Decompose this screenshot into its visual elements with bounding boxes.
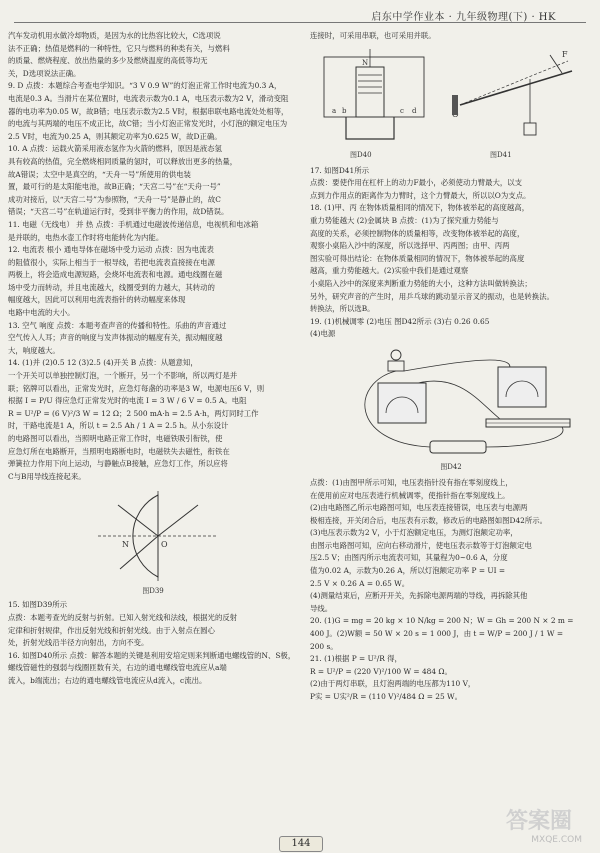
text-line: 200 s。 bbox=[310, 641, 338, 651]
text-line: 由图示电路图可知，应向右移动滑片，使电压表示数等于灯泡额定电 bbox=[310, 540, 532, 550]
text-line: R = U²/P = (220 V)²/100 W = 484 Ω。 bbox=[310, 666, 452, 676]
text-line: 具有较高的热值，完全燃烧相同质量的氢时，可以释放出更多的热量， bbox=[8, 156, 238, 166]
text-line: 故A错误；太空中是真空的，“天舟一号”所使用的供电装 bbox=[8, 169, 191, 179]
right-column bbox=[310, 30, 592, 704]
text-line: 应急灯所在电路断开，当照明电路断电时，电磁铁失去磁性，衔铁在 bbox=[8, 446, 230, 456]
text-line: 点拨：本题考查光的反射与折射。已知入射光线和法线，根据光的反射 bbox=[8, 612, 238, 622]
text-line: 点到力作用点的距离作为力臂时，这个力臂最大，所以以O为支点。 bbox=[310, 190, 531, 200]
header-rule bbox=[14, 22, 586, 23]
text-line: 高度的关系，必须控制物体的质量相等，改变物体被举起的高度， bbox=[310, 228, 525, 238]
figure-d40-label-c: c bbox=[400, 106, 404, 115]
figure-d39-drawing bbox=[8, 485, 298, 585]
text-line: 压2.5 V；由图丙所示电流表可知，其量程为0~0.6 A，分度 bbox=[310, 553, 508, 563]
text-line: 2.5 V时，电流为0.25 A，则其额定功率为0.625 W，故D正确。 bbox=[8, 131, 222, 141]
text-line: 观察小桌陷入沙中的深度，所以选择甲、丙两图；由甲、丙两 bbox=[310, 241, 510, 251]
page-number: 144 bbox=[279, 836, 323, 852]
text-line: 在使用前应对电压表进行机械调零，使指针指在零刻度线上。 bbox=[310, 490, 510, 500]
watermark-logo: 答案圈 bbox=[505, 809, 572, 834]
text-line: 重力势能越大 (2)金属块 B 点拨：(1)为了探究重力势能与 bbox=[310, 215, 499, 225]
figure-d39-o-label: O bbox=[161, 540, 168, 550]
text-line: 15. 如图D39所示 bbox=[8, 600, 67, 610]
header-title: 启东中学作业本 · 九年级物理(下) · HK bbox=[371, 12, 556, 23]
text-line: 小桌陷入沙中的深度来判断重力势能的大小，这种方法叫做转换法； bbox=[310, 278, 532, 288]
left-column bbox=[8, 30, 298, 688]
text-line: 21. (1)根据 P = U²/R 得， bbox=[310, 654, 402, 664]
text-line: 400 J。(2)W额 = 50 W × 20 s = 1 000 J，由 t = W/P = 200 J / 1 W = bbox=[310, 629, 564, 639]
text-line: 大，响度越大。 bbox=[8, 345, 60, 355]
figure-d40-label-b: b bbox=[342, 106, 347, 115]
text-line: 关，D选项说法正确。 bbox=[8, 68, 81, 78]
text-line: 极相连接，开关闭合后，电压表有示数，修改后的电路图如图D42所示。 bbox=[310, 515, 548, 525]
text-line: 螺线管磁性的强弱与线圈匝数有关，右边的通电螺线管电流应从a端 bbox=[8, 663, 227, 673]
text-line: P实 = U实²/R = (110 V)²/484 Ω = 25 W。 bbox=[310, 692, 463, 701]
figure-d42-drawing bbox=[310, 343, 592, 461]
text-line: 两极上，将会造成电源短路，会烧坏电流表和电源。通电线圈在磁 bbox=[8, 270, 223, 280]
text-line: 电流是0.3 A。当滑片在某位置时，电流表示数为0.1 A，电压表示数为2 V，滑动变阻 bbox=[8, 93, 289, 103]
text-line: 20. (1)G = mg = 20 kg × 10 N/kg = 200 N；W = Gh = 200 N × 2 m = bbox=[310, 616, 574, 626]
figure-d40-label-a: a bbox=[332, 106, 337, 115]
text-line: 置，最可行的是太阳能电池，故B正确；“天宫二号”在“天舟一号” bbox=[8, 182, 221, 192]
figure-d40-caption: 图D40 bbox=[350, 150, 372, 159]
text-line: 值为0.02 A，示数为0.26 A，所以灯泡额定功率 P = UI = bbox=[310, 566, 506, 576]
text-line: 图实验可得出结论：在物体质量相同的情况下，物体被举起的高度 bbox=[310, 253, 525, 263]
text-line: 一个开关可以单独控制灯泡，一个断开，另一个不影响，所以两灯是并 bbox=[8, 371, 238, 381]
text-line: 转换法，所以选B。 bbox=[310, 304, 375, 314]
text-line: 13. 空气 响度 点拨：本题考查声音的传播和特性。乐曲的声音通过 bbox=[8, 320, 227, 330]
text-line: 定律和折射规律，作出反射光线和折射光线。由于入射点在圆心 bbox=[8, 625, 215, 635]
text-line: 场中受力而转动，并且电流越大，线圈受到的力越大，其转动的 bbox=[8, 282, 215, 292]
text-line: 10. A 点拨：运载火箭采用液态氢作为火箭的燃料，原因是液态氢 bbox=[8, 144, 222, 154]
text-line: 16. 如图D40所示 点拨：解答本题的关键是利用安培定则来判断通电螺线管的N、S极， bbox=[8, 650, 296, 660]
figure-d40-label-d: d bbox=[412, 106, 417, 115]
figure-d42 bbox=[310, 343, 592, 475]
figure-d42-caption: 图D42 bbox=[440, 462, 462, 471]
page-header bbox=[0, 0, 600, 26]
text-line: (4)测量结束后，应断开开关，先拆除电源两端的导线，再拆除其他 bbox=[310, 591, 528, 601]
text-line: 处，折射光线沿半径方向射出，方向不变。 bbox=[8, 638, 149, 648]
text-line: 越高，重力势能越大。(2)实验中我们是通过观察 bbox=[310, 266, 469, 276]
text-line: 成功对接后，以“天宫二号”为参照物，“天舟一号”是静止的，故C bbox=[8, 194, 221, 204]
text-line: 另外，研究声音的产生时，用乒乓球的跳动显示音叉的振动，也是转换法。 bbox=[310, 291, 554, 301]
text-line: 点拨：要使作用在杠杆上的动力F最小，必须使动力臂最大，以支 bbox=[310, 178, 523, 188]
figure-d41-f-label: F bbox=[562, 49, 568, 59]
text-line: 法不正确；热值是燃料的一种特性，它只与燃料的种类有关，与燃料 bbox=[8, 43, 230, 53]
text-line: 9. D 点拨：本题综合考查电学知识。“3 V 0.9 W”的灯泡正常工作时电流为0.3 A， bbox=[8, 81, 282, 91]
text-line: 2.5 V × 0.26 A = 0.65 W。 bbox=[310, 578, 410, 588]
text-line: 连接时，可采用串联，也可采用并联。 bbox=[310, 31, 436, 40]
text-line: 电路中电流的大小。 bbox=[8, 308, 75, 318]
text-line: 14. (1)并 (2)0.5 12 (3)2.5 (4)开关 B 点拨：从题意知， bbox=[8, 358, 198, 368]
figure-d39 bbox=[8, 485, 298, 597]
figure-d40-label-n: N bbox=[362, 58, 369, 67]
figure-d39-n-label: N bbox=[122, 540, 129, 550]
text-line: 导线。 bbox=[310, 603, 333, 613]
text-line: 器的电功率为0.05 W，故B错；电压表示数为2.5 V时，根据串联电路电流处处相等， bbox=[8, 106, 289, 116]
figures-d40-d41 bbox=[310, 45, 592, 163]
text-line: 19. (1)机械调零 (2)电压 图D42所示 (3)右 0.26 0.65 bbox=[310, 316, 490, 326]
text-line: 汽车发动机用水做冷却物质，是因为水的比热容比较大，C选项说 bbox=[8, 31, 221, 40]
text-line: 的电流与其两端的电压不成正比，故C错；当小灯泡正常发光时，小灯泡的额定电压为 bbox=[8, 119, 288, 129]
text-line: 的阻值很小，实际上相当于一根导线，若把电流表直接接在电源 bbox=[8, 257, 215, 267]
text-line: (4)电源 bbox=[310, 329, 336, 339]
figure-d41-caption: 图D41 bbox=[490, 150, 512, 159]
text-line: C与B用导线连接起来。 bbox=[8, 471, 86, 481]
figure-d39-caption: 图D39 bbox=[142, 587, 164, 596]
text-line: 点拨：(1)由图甲所示可知，电压表指针没有指在零刻度线上， bbox=[310, 477, 513, 487]
text-line: 根据 I = P/U 得应急灯正常发光时的电流 I = 3 W / 6 V = 0.5 A。电阻 bbox=[8, 396, 247, 406]
figures-d40-d41-drawing bbox=[310, 45, 592, 149]
watermark-url: MXQE.COM bbox=[531, 835, 582, 845]
text-line: (3)电压表示数为2 V，小于灯泡额定电压，为测灯泡额定功率， bbox=[310, 528, 518, 538]
text-line: 的质量、燃烧程度、放出热量的多少及燃烧温度的高低等均无 bbox=[8, 56, 208, 66]
text-line: 幅度越大，因此可以利用电流表指针的转动幅度来体现 bbox=[8, 295, 186, 305]
text-line: R = U²/P = (6 V)²/3 W = 12 Ω；2 500 mA·h = 2.5 A·h，两灯同时工作 bbox=[8, 408, 259, 418]
text-line: 的电路图可以看出，当照明电路正常工作时，电磁铁吸引衔铁，使 bbox=[8, 434, 223, 443]
text-line: 空气传入人耳；声音的响度与发声体振动的幅度有关，振动幅度越 bbox=[8, 333, 223, 343]
text-line: 17. 如图D41所示 bbox=[310, 165, 369, 175]
text-line: (2)由于两灯串联，且灯泡两端的电压都为110 V， bbox=[310, 679, 476, 689]
text-line: 联；铭牌可以看出，正常发光时，应急灯每盏的功率是3 W，电源电压6 V，则 bbox=[8, 383, 265, 393]
text-line: 11. 电磁（无线电） 并 热 点拨：手机通过电磁波传递信息，电视机和电冰箱 bbox=[8, 219, 259, 229]
text-line: 是并联的，电热水壶工作时将电能转化为内能。 bbox=[8, 232, 164, 242]
text-line: 时，干路电流是1 A，所以 t = 2.5 Ah / 1 A = 2.5 h。从小东设计 bbox=[8, 421, 229, 431]
watermark bbox=[472, 807, 582, 845]
text-line: 弹簧拉力作用下向上运动，与静触点B接触，应急灯工作，所以应将 bbox=[8, 459, 228, 469]
text-line: 流入，b端流出；右边的通电螺线管电流应从d流入，c流出。 bbox=[8, 675, 207, 685]
text-line: 12. 电流表 根小 通电导体在磁场中受力运动 点拨：因为电流表 bbox=[8, 245, 214, 255]
text-line: (2)由电路图乙所示电路图可知，电压表连接错误，电压表与电源两 bbox=[310, 503, 528, 513]
text-line: 18. (1)甲、丙 在物体质量相同的情况下，物体被举起的高度越高， bbox=[310, 203, 530, 213]
text-line: 错误；“天宫二号”在轨道运行时，受到非平衡力的作用，故D错误。 bbox=[8, 207, 229, 217]
